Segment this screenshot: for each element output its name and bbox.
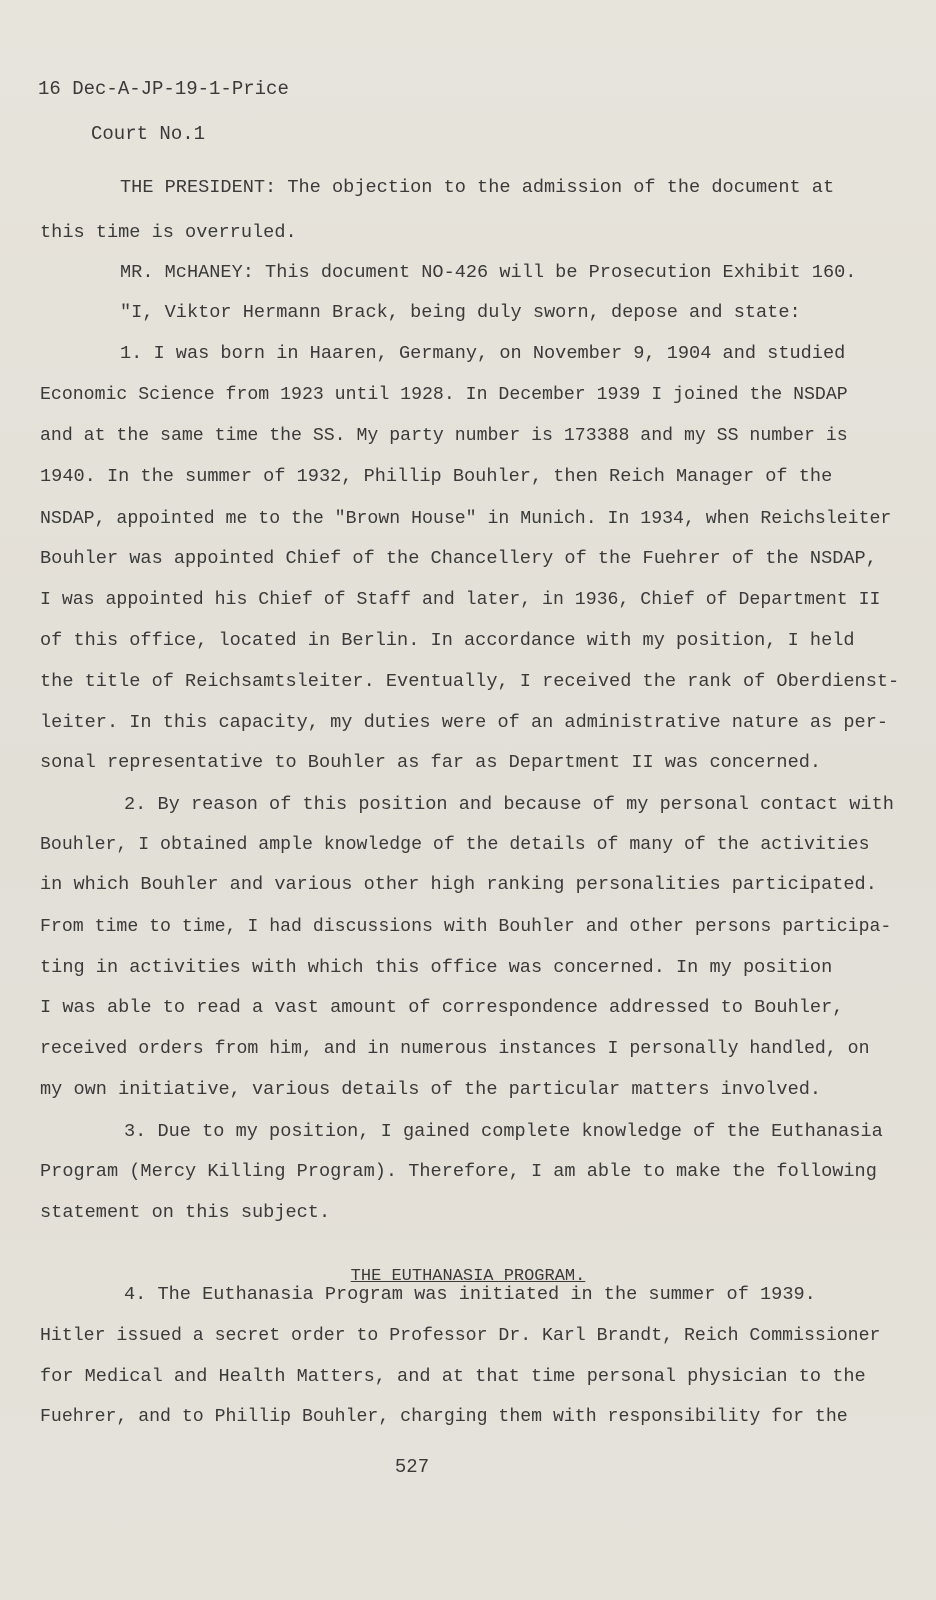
body-line: for Medical and Health Matters, and at that time personal physician to the [40, 1366, 866, 1387]
body-line: 4. The Euthanasia Program was initiated in the summer of 1939. [124, 1284, 816, 1305]
body-line: Bouhler, I obtained ample knowledge of the details of many of the activities [40, 835, 870, 855]
body-line: received orders from him, and in numerous instances I personally handled, on [40, 1039, 870, 1059]
body-line: ting in activities with which this office was concerned. In my position [40, 957, 833, 978]
body-line: sonal representative to Bouhler as far as Department II was concerned. [40, 752, 822, 773]
body-line: MR. McHANEY: This document NO-426 will be Prosecution Exhibit 160. [120, 262, 857, 283]
body-line: 2. By reason of this position and because of my personal contact with [124, 794, 894, 815]
body-line: and at the same time the SS. My party number is 173388 and my SS number is [40, 426, 848, 446]
body-line: From time to time, I had discussions with Bouhler and other persons participa- [40, 917, 892, 937]
body-line: leiter. In this capacity, my duties were of an administrative nature as per- [40, 712, 889, 733]
court-label: Court No.1 [91, 123, 206, 145]
body-line: 1940. In the summer of 1932, Phillip Bouhler, then Reich Manager of the [40, 466, 833, 487]
body-line: NSDAP, appointed me to the "Brown House" in Munich. In 1934, when Reichsleiter [40, 509, 892, 529]
body-line: I was appointed his Chief of Staff and later, in 1936, Chief of Department II [40, 590, 881, 610]
body-line: my own initiative, various details of the particular matters involved. [40, 1079, 822, 1100]
body-line: in which Bouhler and various other high ranking personalities participated. [40, 874, 877, 895]
body-line: Fuehrer, and to Phillip Bouhler, charging them with responsibility for the [40, 1407, 848, 1427]
body-line: 3. Due to my position, I gained complete knowledge of the Euthanasia [124, 1121, 883, 1142]
body-line: Program (Mercy Killing Program). Therefore, I am able to make the following [40, 1161, 877, 1182]
body-line: Hitler issued a secret order to Professor Dr. Karl Brandt, Reich Commissioner [40, 1326, 881, 1346]
body-line: statement on this subject. [40, 1202, 331, 1223]
page-number: 527 [394, 1456, 430, 1478]
document-reference: 16 Dec-A-JP-19-1-Price [38, 78, 289, 100]
section-title: THE EUTHANASIA PROGRAM. [350, 1267, 586, 1286]
body-line: "I, Viktor Hermann Brack, being duly sworn, depose and state: [120, 302, 801, 323]
body-line: I was able to read a vast amount of correspondence addressed to Bouhler, [40, 997, 844, 1018]
body-line: the title of Reichsamtsleiter. Eventually, I received the rank of Oberdienst- [40, 671, 900, 692]
body-line: Economic Science from 1923 until 1928. In December 1939 I joined the NSDAP [40, 385, 848, 405]
body-line: Bouhler was appointed Chief of the Chancellery of the Fuehrer of the NSDAP, [40, 548, 877, 569]
body-line: this time is overruled. [40, 222, 297, 243]
body-line: of this office, located in Berlin. In accordance with my position, I held [40, 630, 855, 651]
body-line: 1. I was born in Haaren, Germany, on November 9, 1904 and studied [120, 343, 846, 364]
body-line: THE PRESIDENT: The objection to the admission of the document at [120, 177, 835, 198]
